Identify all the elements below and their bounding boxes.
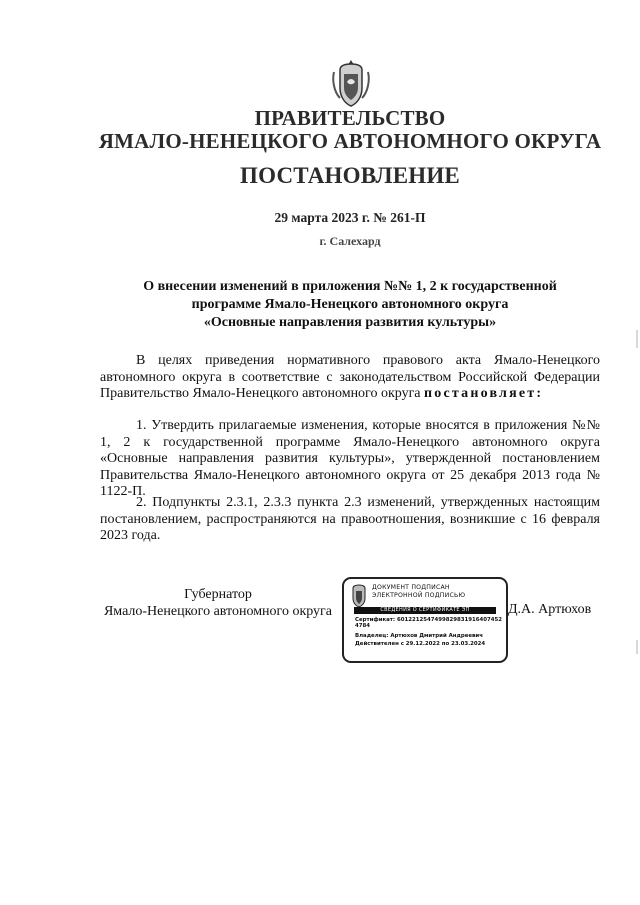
electronic-signature-stamp: [342, 577, 508, 663]
signer-title-line: Губернатор: [184, 587, 252, 602]
decree-word: постановляет:: [424, 386, 544, 401]
subject-line: программе Ямало-Ненецкого автономного округа: [191, 297, 509, 312]
government-title: ПРАВИТЕЛЬСТВО: [254, 106, 446, 130]
page-edge-mark: [636, 640, 638, 654]
stamp-certificate-number-cont: 4784: [355, 623, 371, 629]
stamp-heading: [372, 584, 504, 600]
signer-name: Д.А. Артюхов: [508, 602, 592, 617]
preamble-paragraph: [100, 353, 600, 403]
coat-of-arms-icon: [330, 58, 372, 108]
subject-line: О внесении изменений в приложения №№ 1, 2 к государственной: [143, 279, 557, 294]
signer-title-line: Ямало-Ненецкого автономного округа: [103, 604, 333, 619]
item-2-paragraph: 2. Подпункты 2.3.1, 2.3.3 пункта 2.3 изменений, утвержденных настоящим постановлением, распространяются на правоотношения, возникшие с 16 февраля 2023 года.: [100, 495, 600, 543]
stamp-validity: Действителен с 29.12.2022 по 23.03.2024: [355, 641, 486, 647]
stamp-certificate-bar: СВЕДЕНИЯ О СЕРТИФИКАТЕ ЭП: [354, 607, 496, 614]
document-date-number: 29 марта 2023 г. № 261-П: [274, 210, 426, 225]
subject-line: «Основные направления развития культуры»: [203, 315, 497, 330]
document-subject: [100, 278, 600, 332]
item-1-paragraph: 1. Утвердить прилагаемые изменения, которые вносятся в приложения №№ 1, 2 к государственной программе Ямало-Ненецкого автономного округа «Основные направления развития культуры», утвержденной постановлением Правительства Ямало-Ненецкого автономного округа от 25 декабря 2013 года № 1122-П.: [100, 418, 600, 499]
page-edge-mark: [636, 330, 638, 348]
stamp-owner: Владелец: Артюхов Дмитрий Андреевич: [355, 633, 483, 639]
preamble-text: В целях приведения нормативного правового акта Ямало-Ненецкого автономного округа в соответствие с законодательством Российской Федерации Правительство Ямало-Ненецкого автономного округа: [100, 353, 600, 401]
document-type: ПОСТАНОВЛЕНИЕ: [240, 163, 460, 188]
stamp-heading-line: ДОКУМЕНТ ПОДПИСАН: [372, 584, 450, 591]
document-city: г. Салехард: [319, 234, 381, 248]
coat-of-arms-icon: [350, 584, 368, 608]
government-region-title: ЯМАЛО-НЕНЕЦКОГО АВТОНОМНОГО ОКРУГА: [98, 129, 602, 153]
stamp-heading-line: ЭЛЕКТРОННОЙ ПОДПИСЬЮ: [372, 591, 466, 599]
signer-title: [98, 586, 338, 620]
stamp-certificate-number: Сертификат: 6012212547499829831916407452: [355, 617, 502, 623]
